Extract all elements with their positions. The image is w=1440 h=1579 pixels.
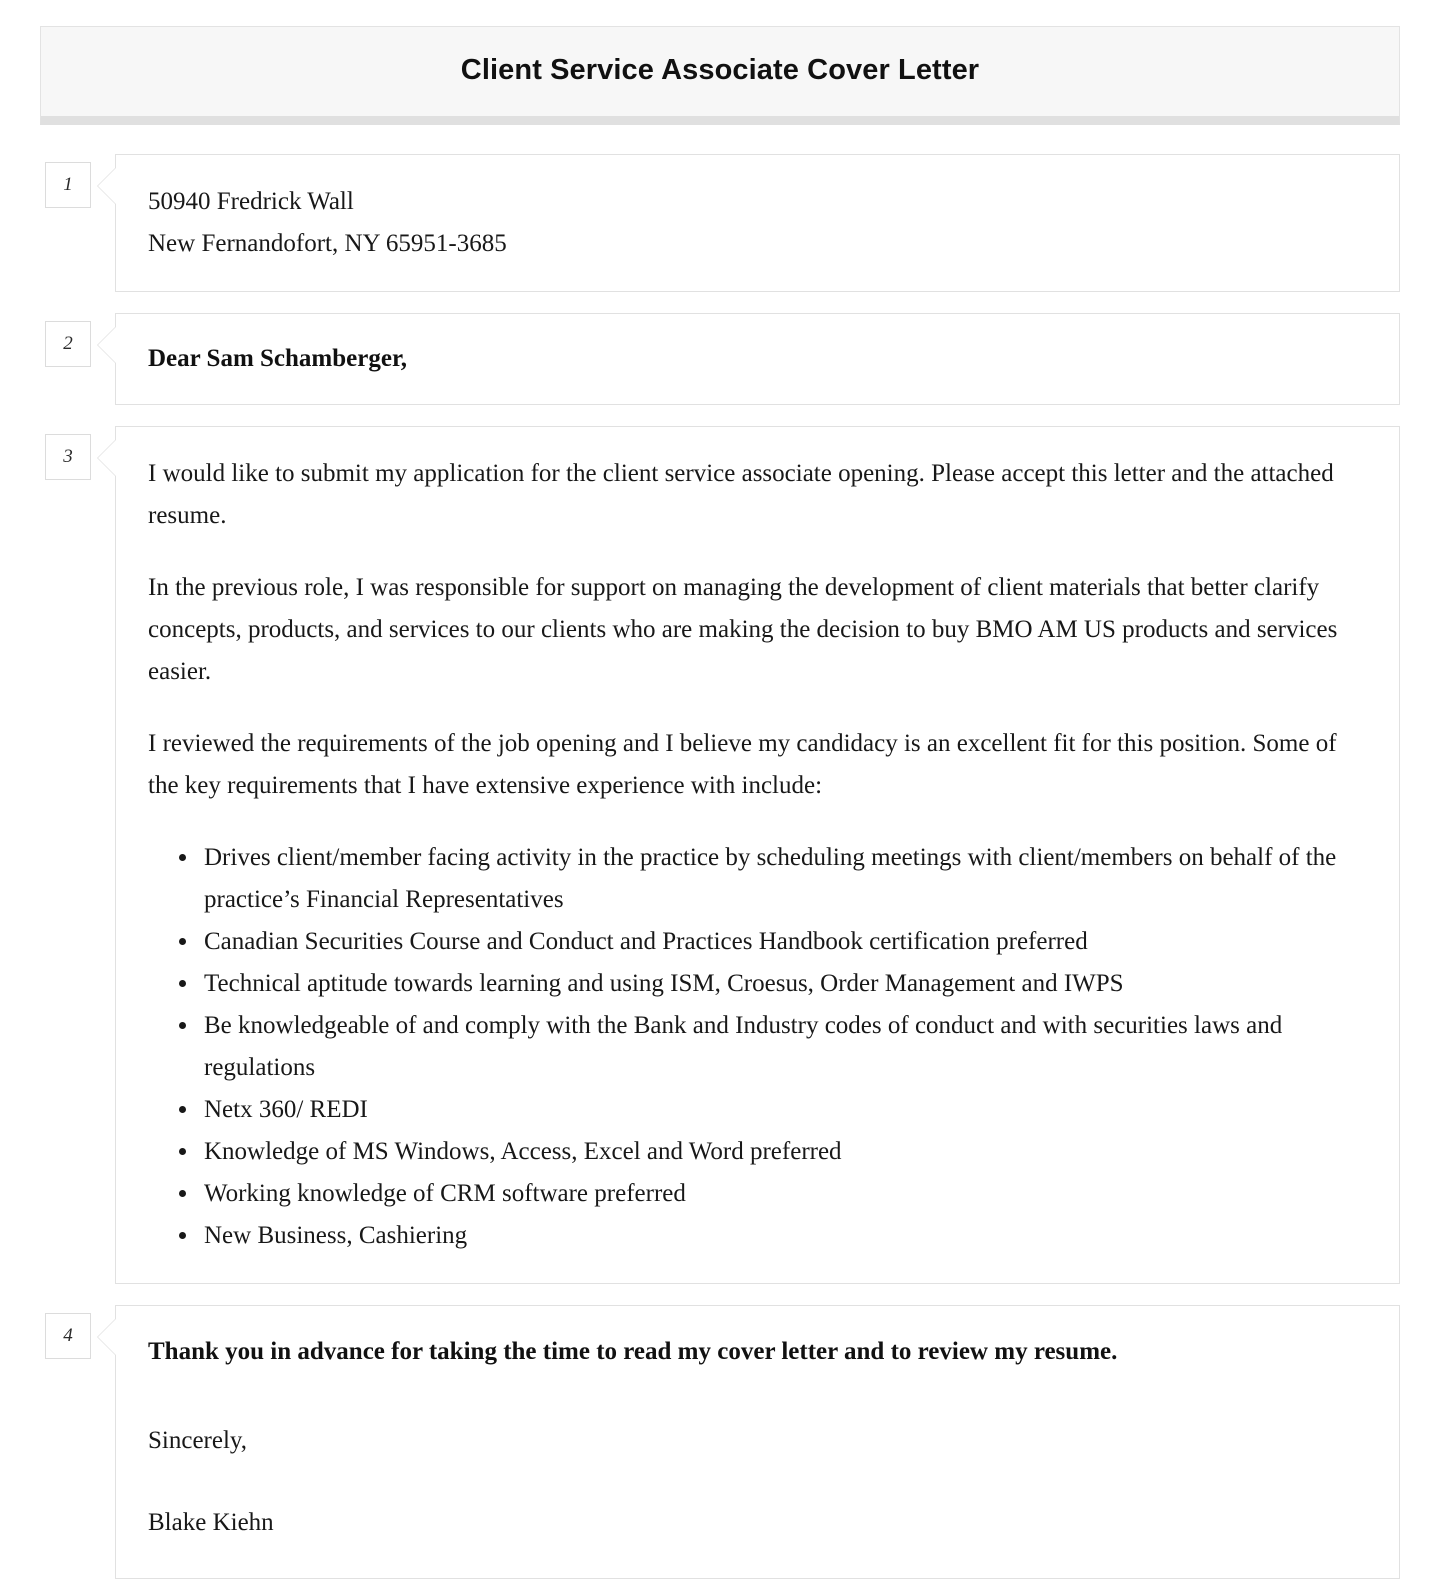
address-line-city-state-zip: New Fernandofort, NY 65951-3685	[148, 230, 507, 257]
list-item: • Technical aptitude towards learning and using ISM, Croesus, Order Management and IWPS	[200, 963, 1369, 1005]
section-sender-address	[40, 154, 1400, 292]
annotated-sections	[0, 154, 1440, 1579]
list-item: • Canadian Securities Course and Conduct and Practices Handbook certification preferred	[200, 921, 1369, 963]
salutation-box	[115, 313, 1400, 405]
section-number-badge-3: 3	[45, 434, 91, 480]
body-paragraph-1: I would like to submit my application for the client service associate opening. Please accept this letter and the attached resume.	[148, 460, 1334, 529]
letter-body-box	[115, 426, 1400, 1284]
closing-box	[115, 1305, 1400, 1579]
cover-letter-page	[0, 26, 1440, 1579]
callout-notch-inner-icon	[98, 1318, 117, 1356]
signoff-text: Sincerely,	[148, 1427, 248, 1454]
section-number-badge-1: 1	[45, 162, 91, 208]
page-title: Client Service Associate Cover Letter	[460, 54, 980, 86]
callout-notch-inner-icon	[98, 439, 117, 477]
sender-address-box	[115, 154, 1400, 292]
section-closing	[40, 1305, 1400, 1579]
list-item: • Drives client/member facing activity in the practice by scheduling meetings with client/members on behalf of the practice’s Financial Representatives	[200, 837, 1369, 921]
signature-name: Blake Kiehn	[148, 1509, 274, 1536]
thank-you-text: Thank you in advance for taking the time to read my cover letter and to review my resume.	[148, 1338, 1118, 1365]
list-item: • New Business, Cashiering	[200, 1215, 1369, 1257]
section-number-badge-4: 4	[45, 1313, 91, 1359]
salutation-text: Dear Sam Schamberger,	[148, 345, 407, 372]
body-paragraph-3: I reviewed the requirements of the job opening and I believe my candidacy is an excellent fit for this position. Some of the key requirements that I have extensive experience with include:	[148, 730, 1337, 799]
body-paragraph-2: In the previous role, I was responsible for support on managing the development of client materials that better clarify concepts, products, and services to our clients who are making the decision to buy BMO AM US products and services easier.	[148, 574, 1338, 685]
section-letter-body	[40, 426, 1400, 1284]
list-item: • Working knowledge of CRM software preferred	[200, 1173, 1369, 1215]
list-item: • Knowledge of MS Windows, Access, Excel and Word preferred	[200, 1131, 1369, 1173]
callout-notch-inner-icon	[98, 326, 117, 364]
requirements-list	[148, 837, 1369, 1257]
callout-notch-inner-icon	[98, 167, 117, 205]
section-number-badge-2: 2	[45, 321, 91, 367]
document-header	[40, 26, 1400, 125]
list-item: • Be knowledgeable of and comply with the Bank and Industry codes of conduct and with securities laws and regulations	[200, 1005, 1369, 1089]
section-salutation	[40, 313, 1400, 405]
list-item: • Netx 360/ REDI	[200, 1089, 1369, 1131]
address-line-street: 50940 Fredrick Wall	[148, 188, 354, 215]
